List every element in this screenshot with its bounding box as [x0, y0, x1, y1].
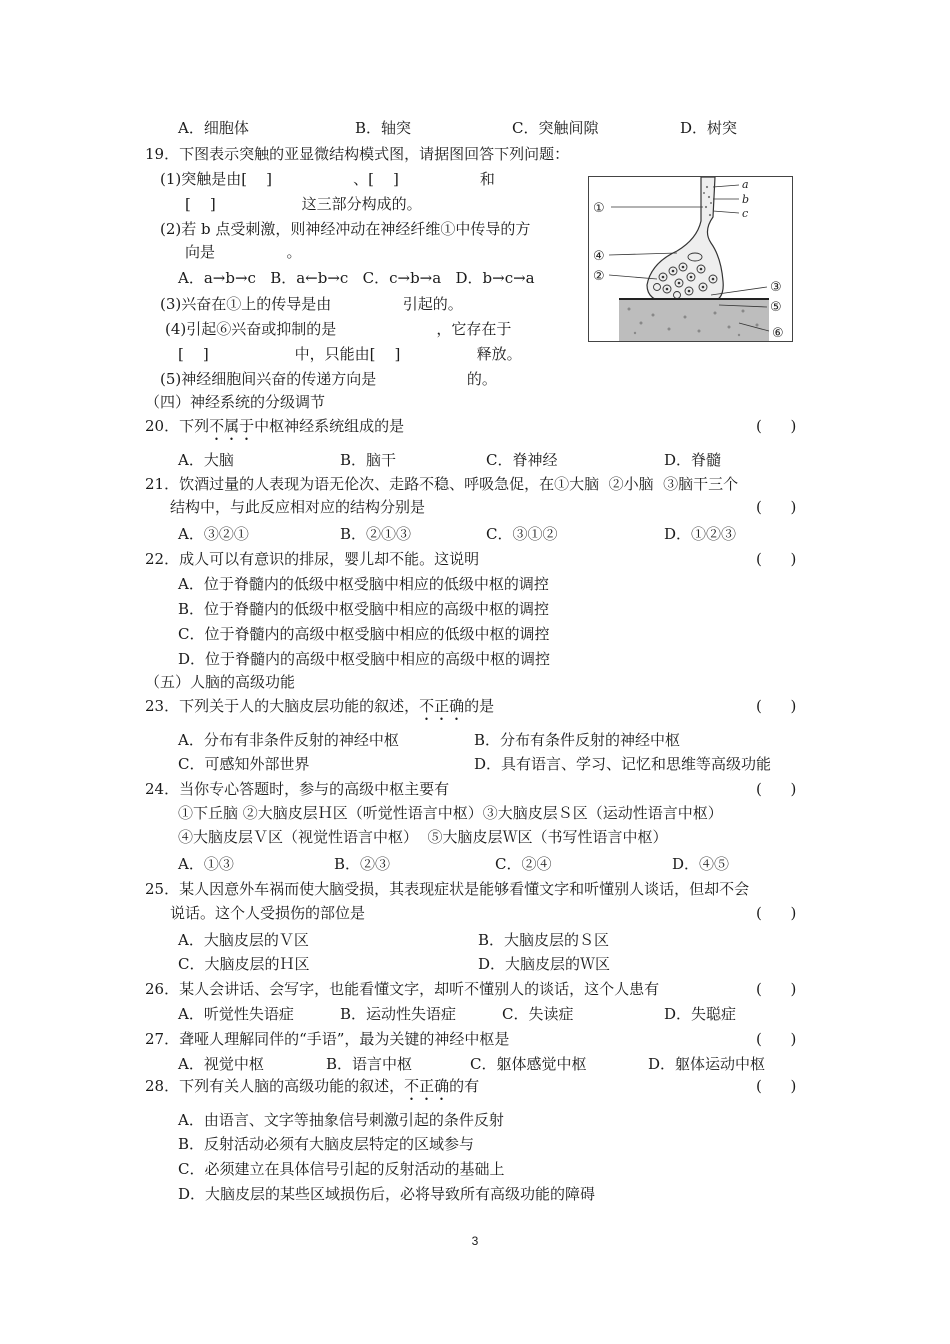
q28-option-c: C．必须建立在具体信号引起的反射活动的基础上 — [178, 1160, 505, 1178]
synapse-figure — [588, 176, 793, 342]
q24-stem: 24．当你专心答题时，参与的高级中枢主要有 — [145, 780, 450, 798]
q23-answer-paren: ( ) — [756, 697, 797, 715]
q18-option-c: C．突触间隙 — [512, 119, 599, 137]
q19-part4-line2: [ ] 中，只能由[ ] 释放。 — [178, 345, 522, 363]
q25-answer-paren: ( ) — [756, 904, 797, 922]
q24-answer-paren: ( ) — [756, 780, 797, 798]
q27-option-b: B．语言中枢 — [326, 1055, 413, 1073]
q20-emphasis: 不属于 — [209, 417, 255, 435]
q28-option-b: B．反射活动必须有大脑皮层特定的区域参与 — [178, 1135, 475, 1153]
q19-stem: 19．下图表示突触的亚显微结构模式图，请据图回答下列问题： — [145, 145, 570, 163]
q20-option-a: A．大脑 — [178, 451, 234, 469]
q19-part4-line1: (4)引起⑥兴奋或抑制的是 ，它存在于 — [165, 320, 512, 338]
page-number: 3 — [471, 1234, 479, 1248]
figure-label-b: b — [742, 193, 750, 206]
q18-option-b: B．轴突 — [355, 119, 412, 137]
q18-option-d: D．树突 — [680, 119, 738, 137]
q27-option-c: C．躯体感觉中枢 — [470, 1055, 587, 1073]
q25-option-d: D．大脑皮层的Ｗ区 — [478, 955, 611, 973]
q20-option-d: D．脊髓 — [664, 451, 722, 469]
figure-label-6: ⑥ — [772, 326, 784, 341]
q26-option-b: B．运动性失语症 — [340, 1005, 457, 1023]
q23-emphasis: 不正确 — [419, 697, 465, 715]
q19-part2-line1: (2)若 b 点受刺激，则神经冲动在神经纤维①中传导的方 — [160, 220, 531, 238]
q24-option-b: B．②③ — [334, 855, 391, 873]
q25-option-c: C．大脑皮层的Ｈ区 — [178, 955, 310, 973]
q23-option-d: D．具有语言、学习、记忆和思维等高级功能 — [474, 755, 772, 773]
q21-option-a: A．③②① — [178, 525, 249, 543]
q26-option-a: A．听觉性失语症 — [178, 1005, 294, 1023]
q23-option-a: A．分布有非条件反射的神经中枢 — [178, 731, 399, 749]
q25-stem-line1: 25．某人因意外车祸而使大脑受损，其表现症状是能够看懂文字和听懂别人谈话，但却不会 — [145, 880, 750, 898]
figure-label-3: ③ — [770, 280, 782, 295]
q22-option-d: D．位于脊髓内的高级中枢受脑中相应的高级中枢的调控 — [178, 650, 551, 668]
figure-label-5: ⑤ — [770, 300, 782, 315]
q21-option-c: C．③①② — [486, 525, 558, 543]
q22-option-b: B．位于脊髓内的低级中枢受脑中相应的高级中枢的调控 — [178, 600, 550, 618]
q19-part2-line2: 向是 。 — [185, 243, 302, 261]
q25-option-b: B．大脑皮层的Ｓ区 — [478, 931, 610, 949]
q20-option-b: B．脑干 — [340, 451, 397, 469]
q27-option-a: A．视觉中枢 — [178, 1055, 264, 1073]
q21-stem-line2: 结构中，与此反应相对应的结构分别是 — [170, 498, 426, 516]
q28-option-a: A．由语言、文字等抽象信号刺激引起的条件反射 — [178, 1111, 504, 1129]
figure-label-c: c — [742, 207, 749, 220]
q20-option-c: C．脊神经 — [486, 451, 558, 469]
q26-option-d: D．失聪症 — [664, 1005, 737, 1023]
q23-stem: 23．下列关于人的大脑皮层功能的叙述，不正确的是 — [145, 697, 495, 715]
q22-answer-paren: ( ) — [756, 550, 797, 568]
q26-stem: 26．某人会讲话、会写字，也能看懂文字，却听不懂别人的谈话，这个人患有 — [145, 980, 660, 998]
q25-option-a: A．大脑皮层的Ｖ区 — [178, 931, 309, 949]
q19-part1-line1: (1)突触是由[ ] 、[ ] 和 — [160, 170, 495, 188]
figure-label-a: a — [742, 178, 749, 191]
figure-label-4: ④ — [593, 249, 605, 264]
q24-items-line2: ④大脑皮层Ｖ区（视觉性语言中枢） ⑤大脑皮层Ｗ区（书写性语言中枢） — [178, 828, 668, 846]
q27-stem: 27．聋哑人理解同伴的“手语”，最为关键的神经中枢是 — [145, 1030, 510, 1048]
q25-stem-line2: 说话。这个人受损伤的部位是 — [170, 904, 366, 922]
q22-option-a: A．位于脊髓内的低级中枢受脑中相应的低级中枢的调控 — [178, 575, 549, 593]
q21-option-b: B．②①③ — [340, 525, 412, 543]
q19-part3: (3)兴奋在①上的传导是由 引起的。 — [160, 295, 463, 313]
q28-option-d: D．大脑皮层的某些区域损伤后，必将导致所有高级功能的障碍 — [178, 1185, 596, 1203]
figure-label-2: ② — [593, 269, 605, 284]
q22-option-c: C．位于脊髓内的高级中枢受脑中相应的低级中枢的调控 — [178, 625, 550, 643]
section-5-heading: （五）人脑的高级功能 — [145, 673, 296, 691]
q27-answer-paren: ( ) — [756, 1030, 797, 1048]
q19-part2-options: A．a→b→c B．a←b→c C．c→b→a D．b→c→a — [178, 269, 535, 287]
q26-option-c: C．失读症 — [502, 1005, 574, 1023]
q24-option-d: D．④⑤ — [672, 855, 730, 873]
q20-stem: 20．下列不属于中枢神经系统组成的是 — [145, 417, 405, 435]
q28-answer-paren: ( ) — [756, 1077, 797, 1095]
q20-answer-paren: ( ) — [756, 417, 797, 435]
q26-answer-paren: ( ) — [756, 980, 797, 998]
figure-label-1: ① — [593, 201, 605, 216]
q21-option-d: D．①②③ — [664, 525, 737, 543]
q24-items-line1: ①下丘脑 ②大脑皮层Ｈ区（听觉性语言中枢）③大脑皮层Ｓ区（运动性语言中枢） — [178, 804, 723, 822]
q22-stem: 22．成人可以有意识的排尿，婴儿却不能。这说明 — [145, 550, 480, 568]
q28-emphasis: 不正确 — [404, 1077, 450, 1095]
q24-option-c: C．②④ — [495, 855, 552, 873]
q19-part1-line2: [ ] 这三部分构成的。 — [185, 195, 422, 213]
q18-option-a: A．细胞体 — [178, 119, 249, 137]
q28-stem: 28．下列有关人脑的高级功能的叙述，不正确的有 — [145, 1077, 480, 1095]
q21-answer-paren: ( ) — [756, 498, 797, 516]
q23-option-c: C．可感知外部世界 — [178, 755, 310, 773]
section-4-heading: （四）神经系统的分级调节 — [145, 393, 326, 411]
q24-option-a: A．①③ — [178, 855, 234, 873]
q27-option-d: D．躯体运动中枢 — [648, 1055, 766, 1073]
q19-part5: (5)神经细胞间兴奋的传递方向是 的。 — [160, 370, 497, 388]
q23-option-b: B．分布有条件反射的神经中枢 — [474, 731, 681, 749]
q21-stem-line1: 21．饮酒过量的人表现为语无伦次、走路不稳、呼吸急促，在①大脑 ②小脑 ③脑干三个 — [145, 475, 739, 493]
